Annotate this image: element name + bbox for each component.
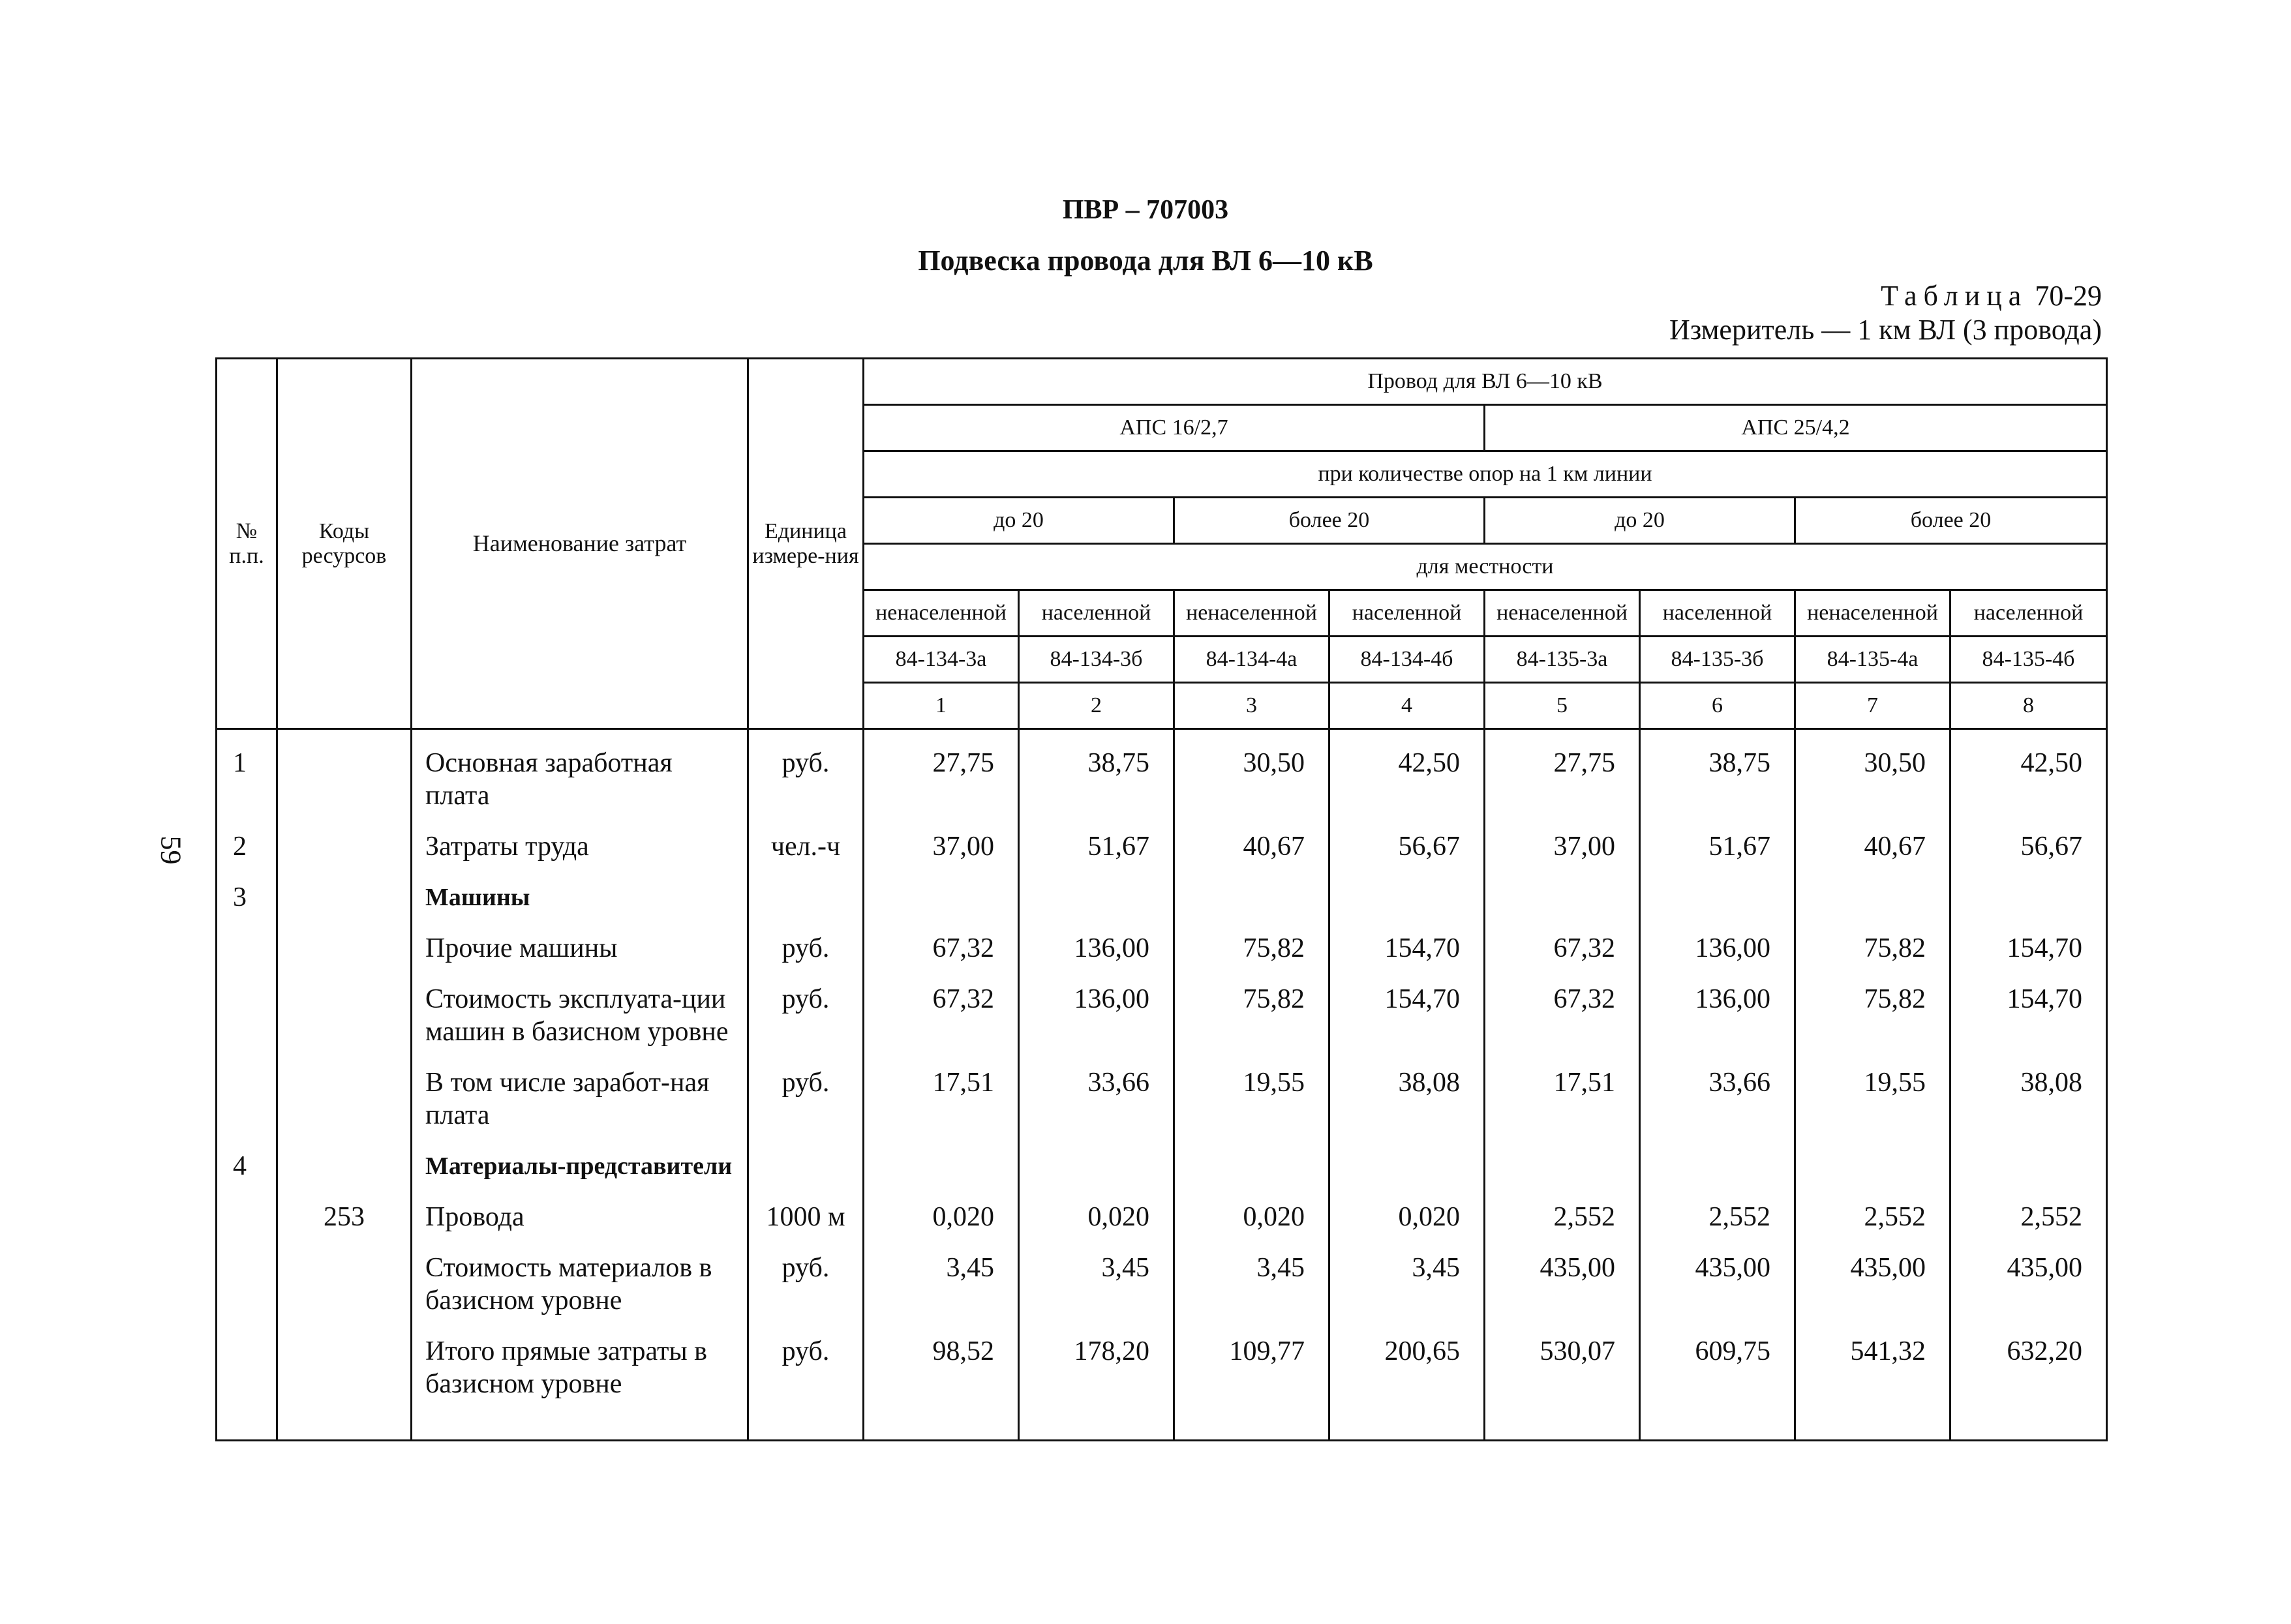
measurer: Измеритель — 1 км ВЛ (3 провода) xyxy=(1669,314,2102,346)
header-unit: Единица измере-ния xyxy=(748,359,864,729)
column-code: 84-134-3б xyxy=(1019,637,1174,683)
cost-name: Стоимость эксплуата-ции машин в базисном уровне xyxy=(412,974,748,1057)
value-cell: 530,07 xyxy=(1485,1326,1640,1441)
value-cell: 30,50 xyxy=(1795,729,1950,822)
value-cell: 435,00 xyxy=(1795,1242,1950,1326)
column-number: 6 xyxy=(1640,683,1795,729)
header-populated: населенной xyxy=(1329,590,1485,637)
row-number xyxy=(217,1242,277,1326)
value-cell: 75,82 xyxy=(1174,974,1329,1057)
cost-table xyxy=(215,357,2108,1441)
value-cell: 37,00 xyxy=(1485,821,1640,872)
column-number: 1 xyxy=(864,683,1019,729)
unit: руб. xyxy=(748,729,864,822)
value-cell xyxy=(1950,1141,2107,1192)
unit: руб. xyxy=(748,974,864,1057)
value-cell: 67,32 xyxy=(864,974,1019,1057)
cost-name: Провода xyxy=(412,1192,748,1242)
value-cell: 200,65 xyxy=(1329,1326,1485,1441)
header-aps-16: АПС 16/2,7 xyxy=(864,405,1485,451)
value-cell: 38,08 xyxy=(1950,1057,2107,1141)
column-code: 84-134-4а xyxy=(1174,637,1329,683)
value-cell: 609,75 xyxy=(1640,1326,1795,1441)
column-number: 7 xyxy=(1795,683,1950,729)
value-cell: 67,32 xyxy=(1485,974,1640,1057)
header-supports: при количестве опор на 1 км линии xyxy=(864,451,2107,498)
value-cell: 541,32 xyxy=(1795,1326,1950,1441)
row-number xyxy=(217,1057,277,1141)
resource-code: 253 xyxy=(277,1192,412,1242)
value-cell: 435,00 xyxy=(1485,1242,1640,1326)
value-cell: 19,55 xyxy=(1795,1057,1950,1141)
cost-name: Затраты труда xyxy=(412,821,748,872)
unit: руб. xyxy=(748,923,864,974)
column-code: 84-134-4б xyxy=(1329,637,1485,683)
value-cell: 154,70 xyxy=(1329,923,1485,974)
value-cell: 75,82 xyxy=(1795,974,1950,1057)
header-area: для местности xyxy=(864,544,2107,590)
table-row xyxy=(217,821,2107,872)
cost-name: Итого прямые затраты в базисном уровне xyxy=(412,1326,748,1441)
column-code: 84-135-4а xyxy=(1795,637,1950,683)
value-cell: 632,20 xyxy=(1950,1326,2107,1441)
column-number: 5 xyxy=(1485,683,1640,729)
header-num: № п.п. xyxy=(217,359,277,729)
value-cell: 0,020 xyxy=(1019,1192,1174,1242)
value-cell: 98,52 xyxy=(864,1326,1019,1441)
table-word: Таблица xyxy=(1881,280,2028,312)
row-number xyxy=(217,923,277,974)
value-cell: 136,00 xyxy=(1019,923,1174,974)
value-cell: 30,50 xyxy=(1174,729,1329,822)
unit xyxy=(748,872,864,923)
row-number: 3 xyxy=(217,872,277,923)
value-cell: 42,50 xyxy=(1329,729,1485,822)
table-row xyxy=(217,1141,2107,1192)
row-number xyxy=(217,974,277,1057)
header-unpopulated: ненаселенной xyxy=(1485,590,1640,637)
unit: чел.-ч xyxy=(748,821,864,872)
value-cell: 42,50 xyxy=(1950,729,2107,822)
value-cell xyxy=(864,872,1019,923)
column-number: 8 xyxy=(1950,683,2107,729)
unit: руб. xyxy=(748,1242,864,1326)
value-cell xyxy=(1640,1141,1795,1192)
unit: руб. xyxy=(748,1057,864,1141)
row-number xyxy=(217,1192,277,1242)
value-cell: 37,00 xyxy=(864,821,1019,872)
value-cell: 154,70 xyxy=(1950,923,2107,974)
header-upto-20: до 20 xyxy=(864,498,1174,544)
value-cell: 56,67 xyxy=(1950,821,2107,872)
value-cell: 75,82 xyxy=(1174,923,1329,974)
value-cell xyxy=(1485,872,1640,923)
value-cell xyxy=(1174,872,1329,923)
column-number: 2 xyxy=(1019,683,1174,729)
value-cell: 40,67 xyxy=(1174,821,1329,872)
value-cell xyxy=(1019,872,1174,923)
cost-name: В том числе заработ-ная плата xyxy=(412,1057,748,1141)
section-heading: Машины xyxy=(412,872,748,923)
resource-code xyxy=(277,1242,412,1326)
resource-code xyxy=(277,974,412,1057)
table-number xyxy=(1881,279,2102,312)
resource-code xyxy=(277,821,412,872)
table-row xyxy=(217,1192,2107,1242)
column-number: 3 xyxy=(1174,683,1329,729)
value-cell: 2,552 xyxy=(1485,1192,1640,1242)
value-cell: 27,75 xyxy=(1485,729,1640,822)
header-name: Наименование затрат xyxy=(412,359,748,729)
page-number: 59 xyxy=(155,835,187,865)
value-cell: 2,552 xyxy=(1795,1192,1950,1242)
row-number: 4 xyxy=(217,1141,277,1192)
header-wire: Провод для ВЛ 6—10 кВ xyxy=(864,359,2107,405)
value-cell: 27,75 xyxy=(864,729,1019,822)
resource-code xyxy=(277,1141,412,1192)
value-cell: 17,51 xyxy=(864,1057,1019,1141)
column-code: 84-134-3а xyxy=(864,637,1019,683)
value-cell: 19,55 xyxy=(1174,1057,1329,1141)
value-cell xyxy=(1485,1141,1640,1192)
table-row xyxy=(217,1242,2107,1326)
resource-code xyxy=(277,1326,412,1441)
header-unpopulated: ненаселенной xyxy=(1795,590,1950,637)
cost-name: Прочие машины xyxy=(412,923,748,974)
header-over-20: более 20 xyxy=(1795,498,2107,544)
value-cell: 2,552 xyxy=(1640,1192,1795,1242)
value-cell: 2,552 xyxy=(1950,1192,2107,1242)
value-cell: 38,75 xyxy=(1019,729,1174,822)
header-populated: населенной xyxy=(1950,590,2107,637)
value-cell xyxy=(1795,872,1950,923)
value-cell: 136,00 xyxy=(1640,974,1795,1057)
value-cell xyxy=(1329,1141,1485,1192)
value-cell: 3,45 xyxy=(1329,1242,1485,1326)
header-codes: Коды ресурсов xyxy=(277,359,412,729)
resource-code xyxy=(277,872,412,923)
resource-code xyxy=(277,729,412,822)
value-cell: 67,32 xyxy=(864,923,1019,974)
table-number-value: 70-29 xyxy=(2035,280,2102,312)
section-heading: Материалы-представители xyxy=(412,1141,748,1192)
header-unpopulated: ненаселенной xyxy=(1174,590,1329,637)
value-cell: 38,08 xyxy=(1329,1057,1485,1141)
value-cell xyxy=(1640,872,1795,923)
header-populated: населенной xyxy=(1640,590,1795,637)
value-cell: 51,67 xyxy=(1019,821,1174,872)
value-cell: 136,00 xyxy=(1640,923,1795,974)
unit: 1000 м xyxy=(748,1192,864,1242)
value-cell: 56,67 xyxy=(1329,821,1485,872)
row-number xyxy=(217,1326,277,1441)
row-number: 1 xyxy=(217,729,277,822)
header-unpopulated: ненаселенной xyxy=(864,590,1019,637)
cost-name: Основная заработная плата xyxy=(412,729,748,822)
unit xyxy=(748,1141,864,1192)
value-cell xyxy=(1174,1141,1329,1192)
value-cell: 154,70 xyxy=(1329,974,1485,1057)
unit: руб. xyxy=(748,1326,864,1441)
header-over-20: более 20 xyxy=(1174,498,1485,544)
column-number: 4 xyxy=(1329,683,1485,729)
value-cell xyxy=(864,1141,1019,1192)
table-row xyxy=(217,923,2107,974)
value-cell: 435,00 xyxy=(1640,1242,1795,1326)
column-code: 84-135-3б xyxy=(1640,637,1795,683)
cost-name: Стоимость материалов в базисном уровне xyxy=(412,1242,748,1326)
header-upto-20: до 20 xyxy=(1485,498,1795,544)
value-cell: 0,020 xyxy=(1329,1192,1485,1242)
value-cell: 435,00 xyxy=(1950,1242,2107,1326)
resource-code xyxy=(277,923,412,974)
value-cell: 0,020 xyxy=(864,1192,1019,1242)
table-row xyxy=(217,974,2107,1057)
value-cell: 40,67 xyxy=(1795,821,1950,872)
value-cell: 38,75 xyxy=(1640,729,1795,822)
value-cell: 33,66 xyxy=(1019,1057,1174,1141)
table-row xyxy=(217,729,2107,822)
row-number: 2 xyxy=(217,821,277,872)
value-cell: 136,00 xyxy=(1019,974,1174,1057)
column-code: 84-135-4б xyxy=(1950,637,2107,683)
value-cell: 154,70 xyxy=(1950,974,2107,1057)
value-cell: 3,45 xyxy=(864,1242,1019,1326)
document-title: Подвеска провода для ВЛ 6—10 кВ xyxy=(918,245,1373,277)
value-cell: 67,32 xyxy=(1485,923,1640,974)
value-cell: 3,45 xyxy=(1174,1242,1329,1326)
value-cell: 178,20 xyxy=(1019,1326,1174,1441)
header-aps-25: АПС 25/4,2 xyxy=(1485,405,2107,451)
document-code: ПВР – 707003 xyxy=(1062,195,1229,225)
value-cell: 0,020 xyxy=(1174,1192,1329,1242)
value-cell: 3,45 xyxy=(1019,1242,1174,1326)
value-cell xyxy=(1950,872,2107,923)
value-cell: 51,67 xyxy=(1640,821,1795,872)
value-cell: 33,66 xyxy=(1640,1057,1795,1141)
column-code: 84-135-3а xyxy=(1485,637,1640,683)
table-row xyxy=(217,1326,2107,1441)
table-row xyxy=(217,1057,2107,1141)
value-cell: 17,51 xyxy=(1485,1057,1640,1141)
value-cell xyxy=(1329,872,1485,923)
value-cell xyxy=(1019,1141,1174,1192)
value-cell: 109,77 xyxy=(1174,1326,1329,1441)
cost-table-body xyxy=(217,729,2107,1441)
value-cell: 75,82 xyxy=(1795,923,1950,974)
resource-code xyxy=(277,1057,412,1141)
value-cell xyxy=(1795,1141,1950,1192)
header-populated: населенной xyxy=(1019,590,1174,637)
table-row xyxy=(217,872,2107,923)
